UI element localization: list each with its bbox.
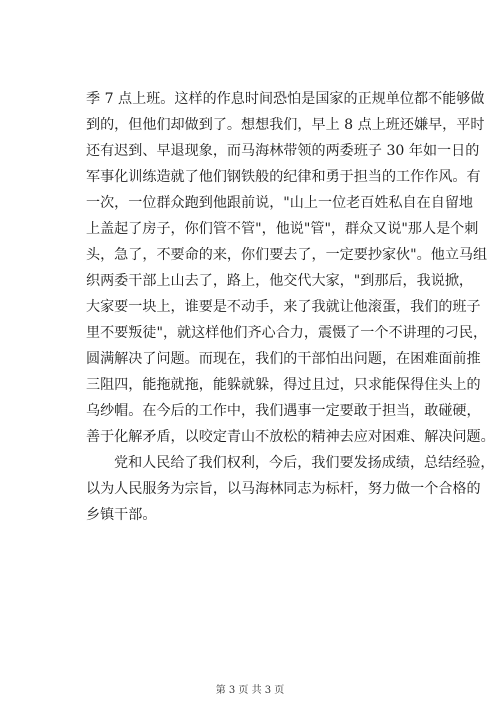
text-line: 一次，一位群众跑到他跟前说，"山上一位老百姓私自在自留地 [86, 195, 474, 211]
text-line: 织两委干部上山去了，路上，他交代大家，"到那后，我说掀， [86, 273, 474, 289]
text-line: 还有迟到、早退现象，而马海林带领的两委班子 30 年如一日的 [86, 143, 480, 159]
text-line: 上盖起了房子，你们管不管"，他说"管"，群众又说"那人是个刺 [86, 221, 479, 237]
text-line: 大家要一块上，谁要是不动手，来了我就让他滚蛋，我们的班子 [86, 299, 481, 315]
page-number-footer: 第 3 页 共 3 页 [215, 685, 285, 696]
text-line: 军事化训练造就了他们钢铁般的纪律和勇于担当的工作作风。有 [86, 169, 481, 185]
text-line: 三阻四，能拖就拖，能躲就躲，得过且过，只求能保得住头上的 [86, 377, 481, 393]
text-line: 乌纱帽。在今后的工作中，我们遇事一定要敢于担当，敢碰硬， [86, 403, 481, 419]
text-line: 里不要叛徒"，就这样他们齐心合力，震慑了一个不讲理的刁民， [86, 325, 488, 341]
body-text [86, 86, 495, 528]
text-line: 以为人民服务为宗旨，以马海林同志为标杆，努力做一个合格的 [86, 481, 481, 497]
text-line: 善于化解矛盾，以咬定青山不放松的精神去应对困难、解决问题。 [86, 429, 495, 445]
paragraph-first-line: 党和人民给了我们权利，今后，我们要发扬成绩，总结经验， [114, 455, 495, 471]
text-line: 到的，但他们却做到了。想想我们，早上 8 点上班还嫌早，平时 [86, 117, 485, 133]
text-line: 季 7 点上班。这样的作息时间恐怕是国家的正规单位都不能够做 [86, 91, 485, 107]
text-line: 圆满解决了问题。而现在，我们的干部怕出问题，在困难面前推 [86, 351, 481, 367]
text-line: 头，急了，不要命的来，你们要去了，一定要抄家伙"。他立马组 [86, 247, 488, 263]
text-line: 乡镇干部。 [86, 507, 157, 523]
